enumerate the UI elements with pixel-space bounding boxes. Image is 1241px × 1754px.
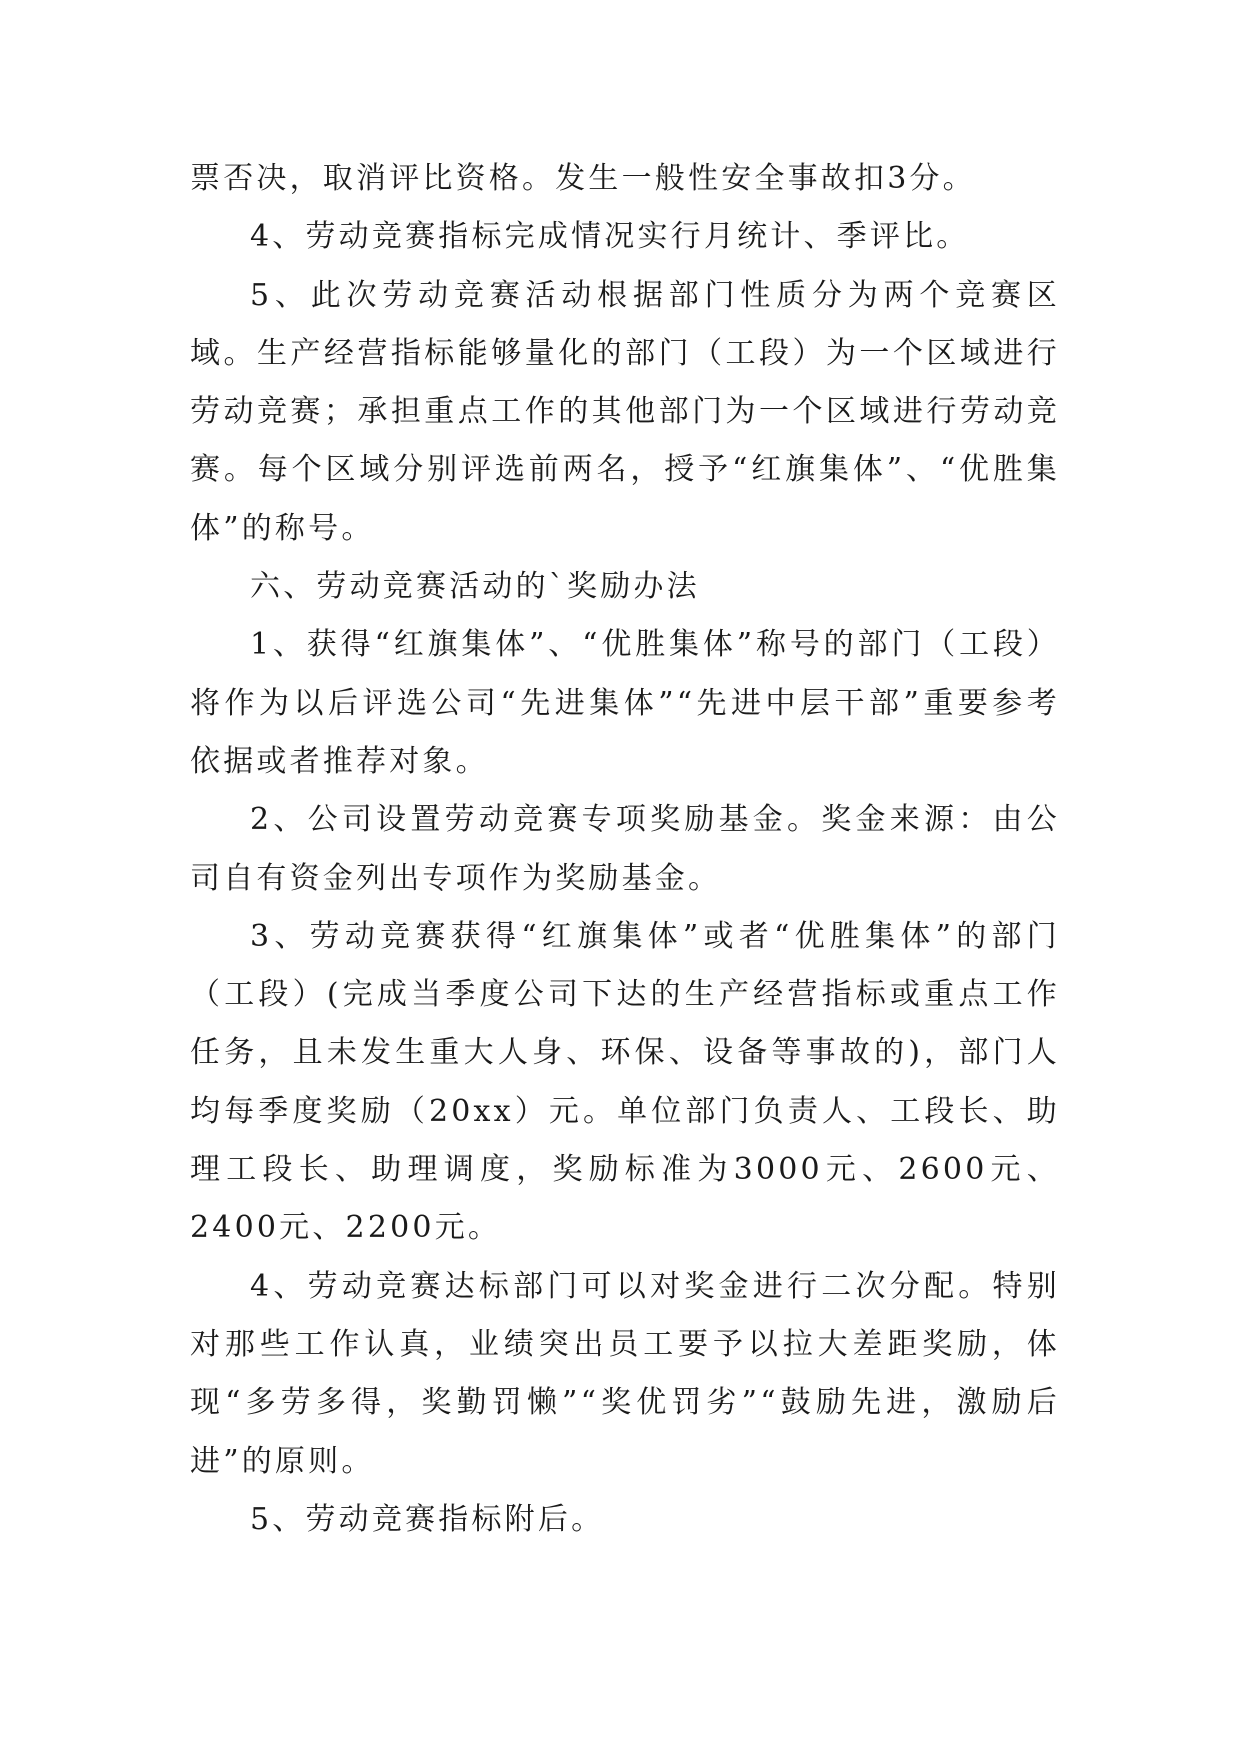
paragraph-reward-3: 3、劳动竞赛获得“红旗集体”或者“优胜集体”的部门（工段）(完成当季度公司下达的生产经营指标或重点工作任务，且未发生重大人身、环保、设备等事故的)，部门人均每季度奖励（20xx）元。单位部门负责人、工段长、助理工段长、助理调度，奖励标准为3000元、2600元、2400元、2200元。: [190, 918, 1060, 1246]
paragraph-reward-4: 4、劳动竞赛达标部门可以对奖金进行二次分配。特别对那些工作认真，业绩突出员工要予以拉大差距奖励，体现“多劳多得，奖勤罚懒”“奖优罚劣”“鼓励先进，激励后进”的原则。: [190, 1268, 1060, 1479]
paragraph-continuation: 票否决，取消评比资格。发生一般性安全事故扣3分。: [190, 161, 976, 196]
paragraph-reward-5: 5、劳动竞赛指标附后。: [250, 1501, 605, 1537]
paragraph-item-4-monthly-statistics: 4、劳动竞赛指标完成情况实行月统计、季评比。: [250, 219, 970, 255]
document-body: [190, 150, 1060, 1549]
paragraph-reward-2: 2、公司设置劳动竞赛专项奖励基金。奖金来源：由公司自有资金列出专项作为奖励基金。: [190, 802, 1060, 896]
paragraph-reward-1: 1、获得“红旗集体”、“优胜集体”称号的部门（工段）将作为以后评选公司“先进集体”“先进中层干部”重要参考依据或者推荐对象。: [190, 627, 1060, 779]
paragraph-item-5-competition-zones: 5、此次劳动竞赛活动根据部门性质分为两个竞赛区域。生产经营指标能够量化的部门（工段）为一个区域进行劳动竞赛；承担重点工作的其他部门为一个区域进行劳动竞赛。每个区域分别评选前两名，授予“红旗集体”、“优胜集体”的称号。: [190, 277, 1060, 546]
section-heading-rewards: 六、劳动竞赛活动的`奖励办法: [250, 569, 700, 605]
